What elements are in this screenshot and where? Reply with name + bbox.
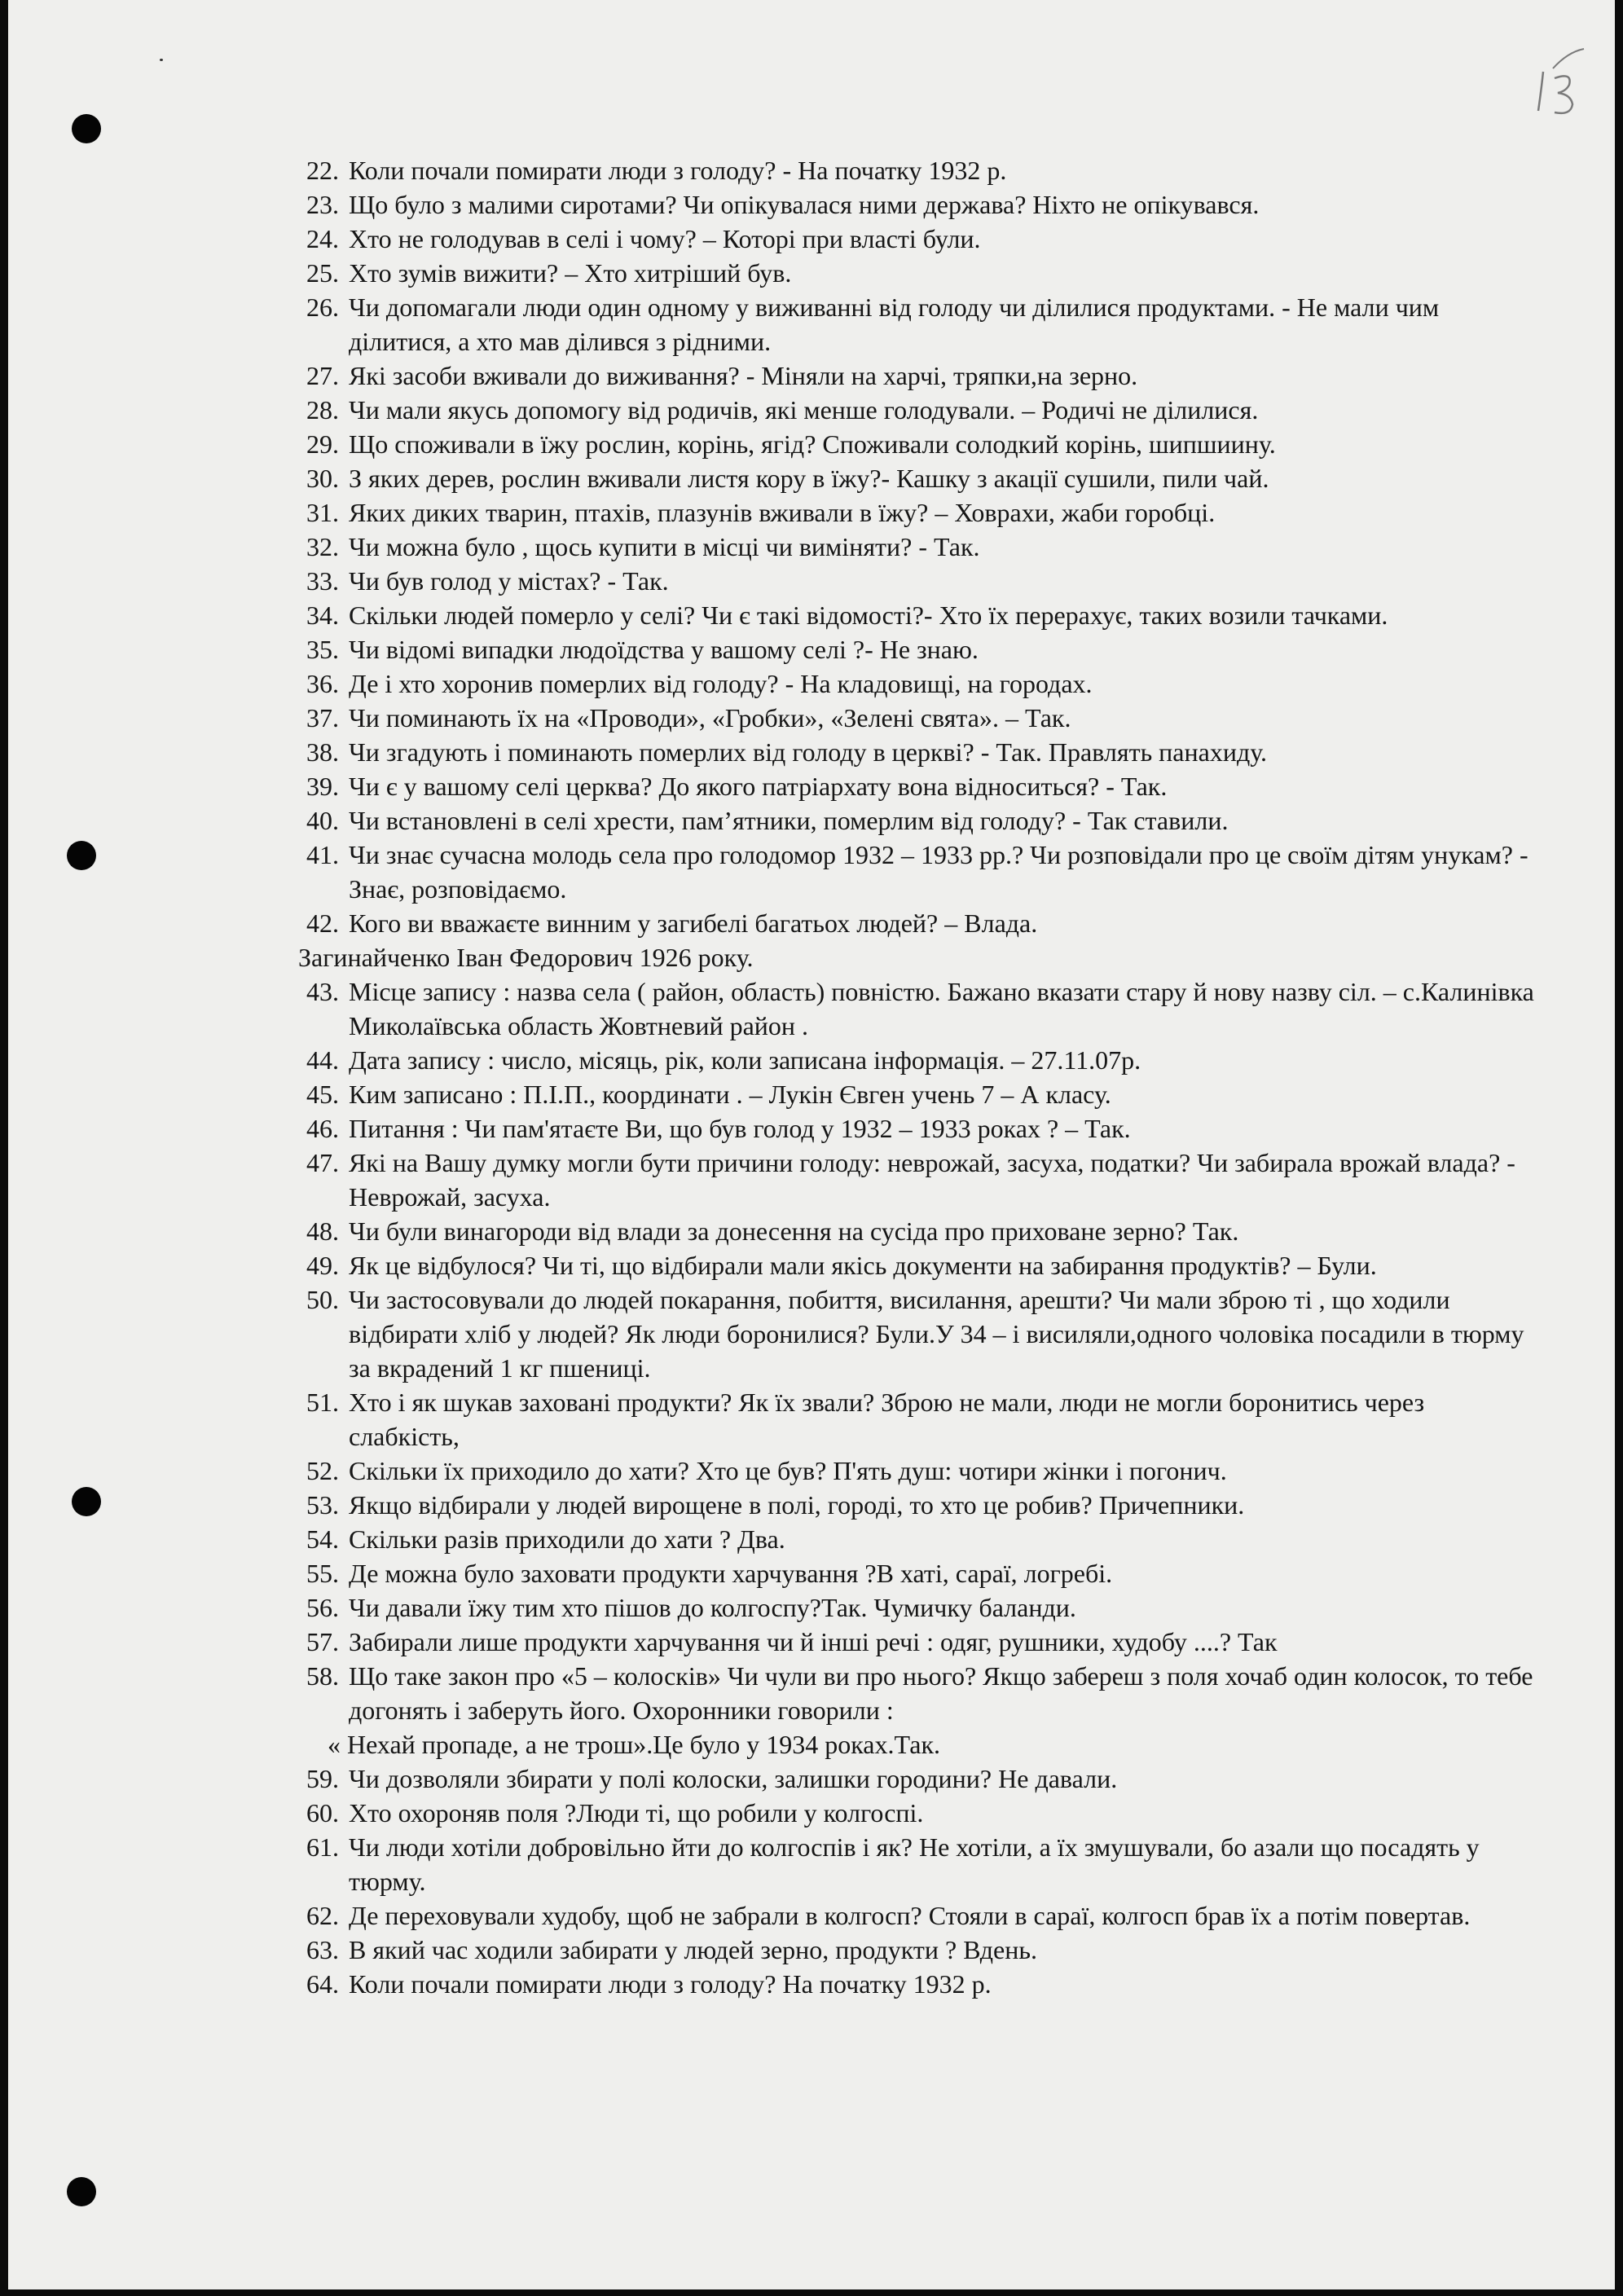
- list-item: [288, 1043, 1535, 1077]
- item-text: Скільки разів приходили до хати ? Два.: [349, 1524, 785, 1554]
- list-item: [288, 1111, 1535, 1146]
- item-number: 32.: [306, 532, 339, 561]
- list-item: [288, 461, 1535, 495]
- punch-hole: [67, 2177, 96, 2206]
- handwritten-page-number: [1530, 47, 1587, 121]
- item-text: Питання : Чи пам'ятаєте Ви, що був голод у 1932 – 1933 роках ? – Так.: [349, 1114, 1131, 1143]
- item-text: Які на Вашу думку могли бути причини голоду: неврожай, засуха, податки? Чи забирала врожай влада? - Неврожай, засуха.: [349, 1148, 1515, 1212]
- item-number: 33.: [306, 566, 339, 596]
- item-text: Чи є у вашому селі церква? До якого патріархату вона відноситься? - Так.: [349, 772, 1168, 801]
- item-text: Коли почали помирати люди з голоду? На початку 1932 р.: [349, 1969, 992, 1999]
- item-number: 61.: [306, 1832, 339, 1862]
- list-item: [288, 906, 1535, 940]
- item-text: Чи давали їжу тим хто пішов до колгоспу?Так. Чумичку баланди.: [349, 1593, 1076, 1622]
- list-item: [288, 290, 1535, 358]
- list-item: [288, 358, 1535, 393]
- document-page: [8, 0, 1615, 2289]
- item-text: Якщо відбирали у людей вирощене в полі, городі, то хто це робив? Причепники.: [349, 1490, 1245, 1520]
- list-item: [288, 530, 1535, 564]
- item-number: 56.: [306, 1593, 339, 1622]
- item-text: Чи був голод у містах? - Так.: [349, 566, 669, 596]
- list-item: [288, 974, 1535, 1043]
- item-number: 23.: [306, 190, 339, 219]
- item-text: Де переховували худобу, щоб не забрали в колгосп? Стояли в сараї, колгосп брав їх а потім повертав.: [349, 1901, 1471, 1930]
- paper-speck: [160, 59, 163, 61]
- item-text: Чи згадують і поминають померлих від голоду в церкві? - Так. Правлять панахиду.: [349, 737, 1268, 767]
- item-text: Ким записано : П.І.П., координати . – Лукін Євген учень 7 – А класу.: [349, 1080, 1111, 1109]
- item-number: 46.: [306, 1114, 339, 1143]
- item-number: 28.: [306, 395, 339, 424]
- list-item: [288, 256, 1535, 290]
- list-item: [288, 495, 1535, 530]
- item-text: Чи допомагали люди один одному у виживанні від голоду чи ділилися продуктами. - Не мали чим ділитися, а хто мав ділився з рідними.: [349, 292, 1440, 356]
- item-text: Чи люди хотіли добровільно йти до колгоспів і як? Не хотіли, а їх змушували, бо азали що посадять у тюрму.: [349, 1832, 1480, 1896]
- item-text: Чи мали якусь допомогу від родичів, які менше голодували. – Родичі не ділилися.: [349, 395, 1259, 424]
- item-text: Чи відомі випадки людоїдства у вашому селі ?- Не знаю.: [349, 635, 979, 664]
- item-number: 54.: [306, 1524, 339, 1554]
- punch-hole: [67, 841, 96, 870]
- item-text: Кого ви вважаєте винним у загибелі багатьох людей? – Влада.: [349, 908, 1038, 938]
- item-text: Чи можна було , щось купити в місці чи виміняти? - Так.: [349, 532, 980, 561]
- item-number: 55.: [306, 1559, 339, 1588]
- item-number: 45.: [306, 1080, 339, 1109]
- item-number: 50.: [306, 1285, 339, 1314]
- list-item: [288, 1454, 1535, 1488]
- list-item: [288, 1625, 1535, 1659]
- item-number: 49.: [306, 1251, 339, 1280]
- item-text: Чи застосовували до людей покарання, побиття, висилання, арешти? Чи мали зброю ті , що ходили відбирати хліб у людей? Як люди боронилися? Були.У 34 – і висиляли,одного чоловіка посадили в тюрму за вкрадений 1 кг пшениці.: [349, 1285, 1524, 1383]
- item-text: Скільки їх приходило до хати? Хто це був? П'ять душ: чотири жінки і погонич.: [349, 1456, 1227, 1485]
- item-text: Чи дозволяли збирати у полі колоски, залишки городини? Не давали.: [349, 1764, 1118, 1793]
- item-text: Загинайченко Іван Федорович 1926 року.: [298, 943, 754, 972]
- list-item: [288, 1762, 1535, 1796]
- item-number: 52.: [306, 1456, 339, 1485]
- list-item: [288, 1659, 1535, 1727]
- list-item: [288, 1488, 1535, 1522]
- item-text: Хто і як шукав заховані продукти? Як їх звали? Зброю не мали, люди не могли боронитись через слабкість,: [349, 1388, 1425, 1451]
- item-text: « Нехай пропаде, а не трош».Це було у 1934 роках.Так.: [328, 1730, 940, 1759]
- item-text: Де можна було заховати продукти харчування ?В хаті, сараї, логребі.: [349, 1559, 1113, 1588]
- list-item: [288, 735, 1535, 769]
- item-number: 62.: [306, 1901, 339, 1930]
- item-text: Які засоби вживали до виживання? - Міняли на харчі, тряпки,на зерно.: [349, 361, 1138, 390]
- item-number: 22.: [306, 156, 339, 185]
- item-text: Місце запису : назва села ( район, область) повністю. Бажано вказати стару й нову назву сіл. – с.Калинівка Миколаївська область Жовтневий район .: [349, 977, 1534, 1040]
- item-text: Скільки людей померло у селі? Чи є такі відомості?- Хто їх перерахує, таких возили тачками.: [349, 600, 1388, 630]
- item-number: 41.: [306, 840, 339, 869]
- item-number: 29.: [306, 429, 339, 459]
- item-text: Де і хто хоронив померлих від голоду? - На кладовищі, на городах.: [349, 669, 1093, 698]
- item-text: Як це відбулося? Чи ті, що відбирали мали якісь документи на забирання продуктів? – Були.: [349, 1251, 1377, 1280]
- list-item: [288, 632, 1535, 666]
- item-text: Що таке закон про «5 – колосків» Чи чули ви про нього? Якщо забереш з поля хочаб один колосок, то тебе догонять і заберуть його. Охоронники говорили :: [349, 1661, 1533, 1725]
- item-number: 48.: [306, 1216, 339, 1246]
- list-item: [288, 153, 1535, 187]
- item-number: 44.: [306, 1045, 339, 1075]
- item-text: Хто не голодував в селі і чому? – Которі при власті були.: [349, 224, 981, 253]
- item-text: Коли почали помирати люди з голоду? - На початку 1932 р.: [349, 156, 1007, 185]
- list-item: [288, 701, 1535, 735]
- list-item: [288, 1522, 1535, 1556]
- list-item: [288, 1077, 1535, 1111]
- item-number: 39.: [306, 772, 339, 801]
- list-item: [288, 222, 1535, 256]
- item-number: 31.: [306, 498, 339, 527]
- item-number: 51.: [306, 1388, 339, 1417]
- item-text: Чи встановлені в селі хрести, пам’ятники, померлим від голоду? - Так ставили.: [349, 806, 1229, 835]
- item-text: Хто охороняв поля ?Люди ті, що робили у колгоспі.: [349, 1798, 924, 1828]
- item-number: 47.: [306, 1148, 339, 1177]
- item-number: 35.: [306, 635, 339, 664]
- list-item: [288, 564, 1535, 598]
- item-text: Що споживали в їжу рослин, корінь, ягід? Споживали солодкий корінь, шипшиину.: [349, 429, 1276, 459]
- list-item: [288, 1248, 1535, 1282]
- item-number: 64.: [306, 1969, 339, 1999]
- questionnaire-list: [288, 153, 1535, 2001]
- item-text: Яких диких тварин, птахів, плазунів вживали в їжу? – Ховрахи, жаби горобці.: [349, 498, 1216, 527]
- item-number: 34.: [306, 600, 339, 630]
- list-item: [288, 1282, 1535, 1385]
- item-text: Хто зумів вижити? – Хто хитріший був.: [349, 258, 792, 288]
- punch-hole: [72, 114, 101, 143]
- item-number: 42.: [306, 908, 339, 938]
- item-number: 30.: [306, 464, 339, 493]
- item-number: 24.: [306, 224, 339, 253]
- item-text: З яких дерев, рослин вживали листя кору в їжу?- Кашку з акації сушили, пили чай.: [349, 464, 1269, 493]
- list-item: [288, 427, 1535, 461]
- item-number: 26.: [306, 292, 339, 322]
- item-number: 40.: [306, 806, 339, 835]
- item-text: Чи були винагороди від влади за донесення на сусіда про приховане зерно? Так.: [349, 1216, 1239, 1246]
- item-text: Чи знає сучасна молодь села про голодомор 1932 – 1933 рр.? Чи розповідали про це своїм дітям унукам? - Знає, розповідаємо.: [349, 840, 1528, 904]
- item-number: 36.: [306, 669, 339, 698]
- item-text: Чи поминають їх на «Проводи», «Гробки», «Зелені свята». – Так.: [349, 703, 1071, 732]
- list-item: [288, 1830, 1535, 1898]
- list-item: [288, 393, 1535, 427]
- list-item: [288, 1967, 1535, 2001]
- list-item: [288, 187, 1535, 222]
- item-text: Що було з малими сиротами? Чи опікувалася ними держава? Ніхто не опікувався.: [349, 190, 1260, 219]
- list-item: [288, 598, 1535, 632]
- list-item: [288, 1556, 1535, 1590]
- item-text: В який час ходили забирати у людей зерно, продукти ? Вдень.: [349, 1935, 1037, 1964]
- list-item: [288, 1385, 1535, 1454]
- item-number: 38.: [306, 737, 339, 767]
- item-number: 57.: [306, 1627, 339, 1656]
- item-text: Дата запису : число, місяць, рік, коли записана інформація. – 27.11.07р.: [349, 1045, 1141, 1075]
- list-item: [288, 666, 1535, 701]
- list-item: [288, 1146, 1535, 1214]
- item-number: 43.: [306, 977, 339, 1006]
- list-item: [288, 769, 1535, 803]
- item-number: 58.: [306, 1661, 339, 1691]
- list-item: [288, 803, 1535, 838]
- item-number: 25.: [306, 258, 339, 288]
- list-item: [288, 940, 1535, 974]
- list-item: [288, 1214, 1535, 1248]
- item-number: 53.: [306, 1490, 339, 1520]
- list-item: [288, 1727, 1535, 1762]
- item-number: 27.: [306, 361, 339, 390]
- item-number: 37.: [306, 703, 339, 732]
- item-number: 60.: [306, 1798, 339, 1828]
- list-item: [288, 838, 1535, 906]
- list-item: [288, 1590, 1535, 1625]
- punch-hole: [72, 1487, 101, 1516]
- item-text: Забирали лише продукти харчування чи й інші речі : одяг, рушники, худобу ....? Так: [349, 1627, 1278, 1656]
- list-item: [288, 1898, 1535, 1933]
- item-number: 59.: [306, 1764, 339, 1793]
- list-item: [288, 1796, 1535, 1830]
- item-number: 63.: [306, 1935, 339, 1964]
- list-item: [288, 1933, 1535, 1967]
